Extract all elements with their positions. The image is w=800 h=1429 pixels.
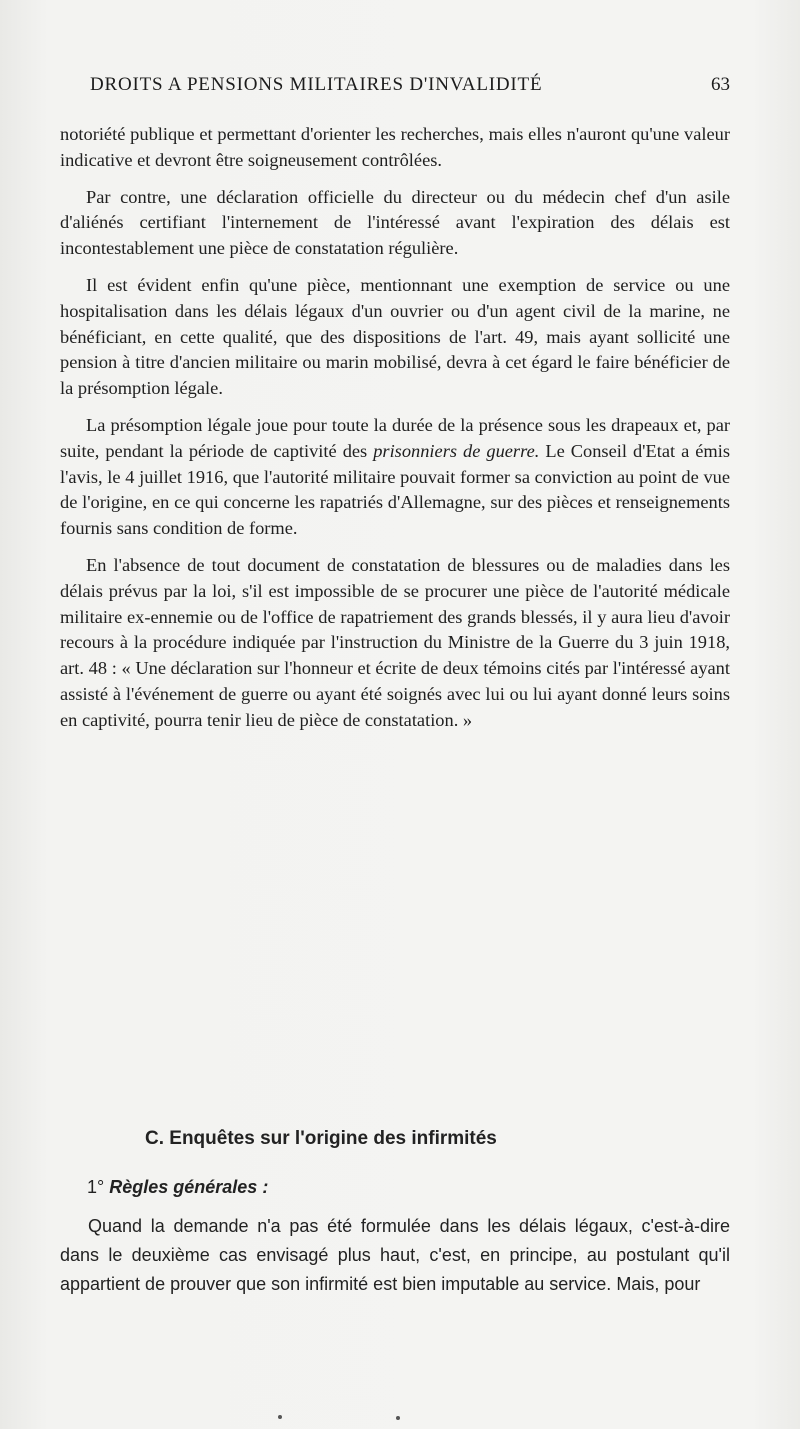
subheading-number: 1° — [87, 1177, 105, 1197]
paragraph-4-text-end: Le Conseil d'Etat a émis l'avis, le 4 juillet 1916, que l'autorité militaire pouvait former sa conviction au point de vue de l'origine, en ce qui concerne les rapatriés d'Allemagne, sur des pièces et renseignements fournis sans condition de forme. — [60, 440, 730, 539]
paragraph-4 — [60, 413, 730, 542]
print-speck — [278, 1415, 282, 1419]
page-number: 63 — [711, 74, 730, 95]
paragraph-3: Il est évident enfin qu'une pièce, mentionnant une exemption de service ou une hospitalisation dans les délais légaux d'un ouvrier ou d'un agent civil de la marine, ne bénéficiant, en cette qualité, que des dispositions de l'art. 49, mais ayant sollicité une pension à titre d'ancien militaire ou marin mobilisé, devra à cet égard le faire bénéficier de la présomption légale. — [60, 274, 730, 399]
paragraph-1: notoriété publique et permettant d'orienter les recherches, mais elles n'auront qu'une valeur indicative et devront être soigneusement contrôlées. — [60, 124, 730, 170]
paragraph-5: En l'absence de tout document de constatation de blessures ou de maladies dans les délais prévus par la loi, s'il est impossible de se procurer une pièce de l'autorité médicale militaire ex-ennemie ou de l'office de rapatriement des grands blessés, il y aura lieu d'avoir recours à la procédure indiquée par l'instruction du Ministre de la Guerre du 3 juin 1918, art. 48 : « Une déclaration sur l'honneur et écrite de deux témoins cités par l'intéressé ayant assisté à l'événement de guerre ou ayant été soignés avec lui ou lui ayant donné leurs soins en captivité, pourra tenir lieu de pièce de constatation. » — [60, 554, 730, 730]
section-paragraph: Quand la demande n'a pas été formulée dans les délais légaux, c'est-à-dire dans le deuxième cas envisagé plus haut, c'est, en principe, au postulant qu'il appartient de prouver que son infirmité est bien imputable au service. Mais, pour — [60, 1216, 730, 1294]
subheading-title: Règles générales : — [109, 1177, 269, 1197]
paragraph-4-text-start: La présomption légale joue pour toute la durée de la présence sous les drapeaux et, par suite, pendant la période de captivité des — [60, 414, 730, 461]
paragraph-2: Par contre, une déclaration officielle du directeur ou du médecin chef d'un asile d'aliénés certifiant l'internement de l'intéressé avant l'expiration des délais est incontestablement une pièce de constatation régulière. — [60, 186, 730, 259]
page-header — [90, 74, 730, 104]
subheading — [87, 1177, 268, 1198]
running-title: DROITS A PENSIONS MILITAIRES D'INVALIDITÉ — [90, 74, 543, 95]
section-heading: C. Enquêtes sur l'origine des infirmités — [145, 1128, 497, 1149]
print-speck — [396, 1416, 400, 1420]
paragraph-4-italic-term: prisonniers de guerre. — [373, 440, 540, 461]
body-text — [60, 122, 730, 745]
